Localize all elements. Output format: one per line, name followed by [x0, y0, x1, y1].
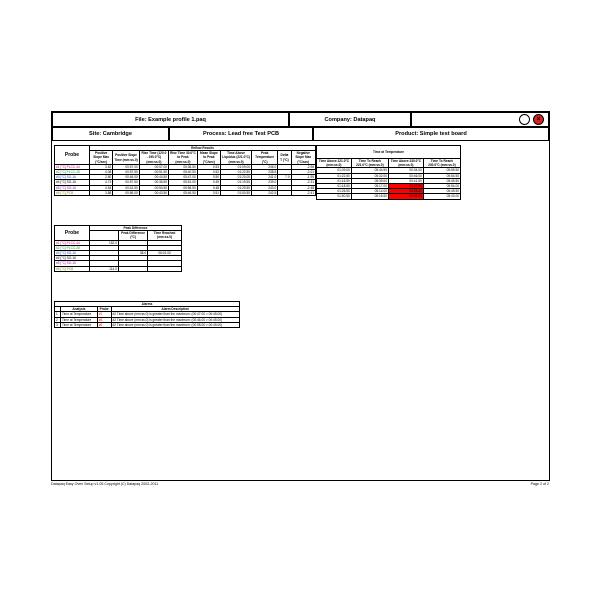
probe-name: #1 [°C] PLCC-44	[55, 240, 90, 245]
row-index: 2	[55, 317, 61, 322]
table-cell: 238.5	[252, 170, 278, 175]
probe-name: #3 [°C] SO-16	[55, 175, 90, 180]
col-header: Rise Time (120.0 - 190.0°C) (mm:ss.0)	[139, 151, 168, 165]
table-cell: 06:01.00	[148, 251, 182, 256]
probe-name: #6 [°C] PCB	[55, 190, 90, 195]
table-cell: 00:57.50	[113, 180, 140, 185]
table-cell: 01:16.50	[317, 178, 352, 183]
probe-name: #6 [°C] PCB	[55, 266, 90, 271]
table-cell: 01:18.50	[317, 184, 352, 189]
product-title: Product: Simple test board	[313, 127, 549, 141]
table-cell: 05:16.50	[351, 194, 388, 199]
site-title: Site: Cambridge	[52, 127, 169, 141]
probe-header: Probe	[55, 226, 90, 241]
table-row	[55, 190, 316, 195]
table-row	[55, 322, 240, 327]
col-header: Probe	[97, 307, 111, 312]
col-header: Positive Slope Max (°C/sec)	[90, 151, 113, 165]
table-cell: 0.52	[197, 170, 220, 175]
table-cell: 00:44.50	[139, 175, 168, 180]
probe-name: #5 [°C] SO-16	[55, 185, 90, 190]
col-header: Peak Temperature (°C)	[252, 151, 278, 165]
table-cell: 05:43.00	[423, 194, 460, 199]
reflow-title: Reflow Results	[90, 146, 316, 151]
table-cell: 3.88	[90, 190, 113, 195]
table-cell: -2.01	[291, 170, 315, 175]
table-cell: -2.41	[291, 190, 315, 195]
table-cell: 00:41.50	[388, 178, 423, 183]
col-header: Analysis	[61, 307, 98, 312]
window-controls	[411, 112, 549, 127]
table-cell: 4.73	[90, 180, 113, 185]
table-cell: 05:56.50	[169, 185, 198, 190]
table-cell: 243.0	[252, 185, 278, 190]
table-cell: #2 Time above (mm:ss.0) is greater than the maximum: (00:46.00 > 00:45.00)	[111, 317, 239, 322]
tat-title: Time at Temperature	[317, 146, 461, 159]
table-cell: 3.62	[90, 164, 113, 169]
table-cell: 05:51.00	[169, 180, 198, 185]
table-cell: 05:40.50	[169, 170, 198, 175]
graph-col-header	[90, 231, 119, 240]
table-cell: 246.0	[252, 164, 278, 169]
col-header: Time Above 230.0°C (mm:ss.0)	[388, 159, 423, 168]
table-cell: Time at Temperature	[61, 322, 98, 327]
file-title: File: Example profile 1.paq	[52, 112, 289, 127]
col-header: Time Reached (mm:ss.0)	[148, 231, 182, 240]
table-cell: 00:57.00	[113, 164, 140, 169]
report-page	[51, 111, 550, 481]
range-bar: 152.0	[90, 240, 119, 245]
col-header: Positive Slope Time (mm:ss.0)	[113, 151, 140, 165]
table-cell: 05:32.00	[351, 173, 388, 178]
probe-name: #5 [°C] SO-16	[55, 261, 90, 266]
table-cell: 7.0	[278, 175, 291, 180]
alarms-table	[54, 301, 240, 328]
table-cell: 00:34.00	[388, 168, 423, 173]
table-cell: 05:54.00	[423, 184, 460, 189]
alarm-cell: 00:58.00	[388, 194, 423, 199]
table-cell: 0.50	[197, 175, 220, 180]
table-cell	[119, 266, 148, 271]
col-header: Peak Difference (°C)	[119, 231, 148, 240]
table-cell: -2.96	[291, 164, 315, 169]
col-header: Mean Slope to Peak (°C/sec)	[197, 151, 220, 165]
table-cell: #2 Time above (mm:ss.0) is greater than the maximum: (00:58.00 > 00:45.00)	[111, 322, 239, 327]
col-header: Alarm Description	[111, 307, 239, 312]
table-cell: 01:26.50	[317, 189, 352, 194]
table-cell	[278, 190, 291, 195]
table-cell: #2 Time above (mm:ss.0) is greater than the maximum: (00:47.00 > 00:45.00)	[111, 312, 239, 317]
table-cell: 01:20.00	[221, 175, 252, 180]
table-cell: 05:54.50	[423, 173, 460, 178]
table-cell: 4.54	[90, 185, 113, 190]
table-cell: 00:46.00	[388, 173, 423, 178]
table-cell: 01:29.50	[221, 185, 252, 190]
probe-name: #4 [°C] SO-16	[55, 256, 90, 261]
table-cell: 0.49	[197, 180, 220, 185]
table-cell: #5	[97, 317, 111, 322]
range-bar: 114.0	[90, 266, 119, 271]
footer-copyright: Datapaq Easy Oven Setup v1.05 Copyright (C) Datapaq 2002-2011	[51, 482, 159, 486]
table-cell: 00:50.50	[139, 185, 168, 190]
process-title: Process: Lead free Test PCB	[169, 127, 313, 141]
table-cell: 241.0	[252, 175, 278, 180]
table-cell: 38.0	[119, 251, 148, 256]
row-index: 3	[55, 322, 61, 327]
alarms-title: Alarms	[55, 302, 240, 307]
table-row	[55, 312, 240, 317]
table-cell: 05:47.00	[169, 175, 198, 180]
table-cell: -2.31	[291, 180, 315, 185]
table-cell: 239.0	[252, 180, 278, 185]
table-cell: 05:45.50	[423, 189, 460, 194]
table-cell: 05:17.00	[351, 184, 388, 189]
probe-name: #2 [°C] PLCC-28	[55, 245, 90, 250]
table-cell: 05:45.50	[423, 178, 460, 183]
table-cell: 05:14.00	[351, 189, 388, 194]
table-cell: 05:44.50	[351, 168, 388, 173]
table-cell: 01:19.50	[221, 180, 252, 185]
col-header: Rise Time 30.0°C to Peak (mm:ss.0)	[170, 151, 196, 164]
table-cell: #6	[97, 322, 111, 327]
table-cell: 00:43.50	[139, 190, 168, 195]
table-cell: #1	[97, 312, 111, 317]
col-header: Time Above 221.0°C (mm:ss.0)	[317, 159, 352, 168]
time-at-temperature-table	[316, 145, 461, 200]
table-cell: 00:57.00	[139, 164, 168, 169]
table-cell: 00:42.50	[113, 185, 140, 190]
table-cell: 05:46.50	[169, 190, 198, 195]
table-cell	[148, 266, 182, 271]
col-header: Time To Reach 221.0°C (mm:ss.0)	[351, 159, 388, 168]
reflow-results-table	[54, 145, 316, 196]
table-cell: 00:36.50	[139, 180, 168, 185]
table-cell: 01:22.50	[317, 173, 352, 178]
table-cell: 0.51	[197, 190, 220, 195]
table-cell: 2.80	[90, 175, 113, 180]
table-cell: 00:46.00	[113, 175, 140, 180]
table-cell: 01:09.00	[221, 164, 252, 169]
table-row	[55, 317, 240, 322]
table-cell: 01:50.50	[221, 190, 252, 195]
alarm-cell: 00:53.00	[388, 189, 423, 194]
table-cell: 00:56.00	[113, 190, 140, 195]
probe-header: Probe	[55, 146, 90, 165]
table-cell: 4.08	[90, 170, 113, 175]
probe-name: #4 [°C] SO-16	[55, 180, 90, 185]
close-icon[interactable]: ×	[533, 114, 544, 125]
footer-page-number: Page 2 of 2	[530, 482, 549, 486]
table-cell: 0.48	[197, 185, 220, 190]
table-cell: 242.5	[252, 190, 278, 195]
peak-title: Peak Difference	[90, 226, 182, 231]
table-cell: 05:39.00	[351, 178, 388, 183]
table-cell: 01:09.00	[317, 168, 352, 173]
table-cell: Time at Temperature	[61, 317, 98, 322]
table-cell: 05:36.50	[169, 164, 198, 169]
table-cell: -1.95	[291, 175, 315, 180]
table-cell: 01:22.50	[221, 170, 252, 175]
circle-button[interactable]	[519, 114, 530, 125]
col-header: Time To Reach 230.0°C (mm:ss.0)	[423, 159, 460, 168]
probe-name: #1 [°C] PLCC-44	[55, 164, 90, 169]
col-header: Negative Slope Max (°C/sec)	[291, 151, 315, 165]
table-cell: Time at Temperature	[61, 312, 98, 317]
probe-name: #3 [°C] SO-16	[55, 251, 90, 256]
row-index: 1	[55, 312, 61, 317]
table-row	[317, 194, 461, 199]
table-row	[55, 266, 182, 271]
table-cell: 00:51.50	[139, 170, 168, 175]
table-cell: 0.53	[197, 164, 220, 169]
table-cell: 00:57.50	[113, 170, 140, 175]
col-header: Delta T (°C)	[278, 151, 291, 165]
alarm-cell: 00:27.50	[388, 184, 423, 189]
peak-difference-table	[54, 225, 182, 272]
table-cell: -2.48	[291, 185, 315, 190]
probe-name: #2 [°C] PLCC-28	[55, 170, 90, 175]
company-title: Company: Datapaq	[289, 112, 411, 127]
table-cell: 05:55.50	[423, 168, 460, 173]
table-cell: 01:50.50	[317, 194, 352, 199]
col-header: Time Above Liquidus (221.0°C) (mm:ss.0)	[222, 151, 250, 164]
